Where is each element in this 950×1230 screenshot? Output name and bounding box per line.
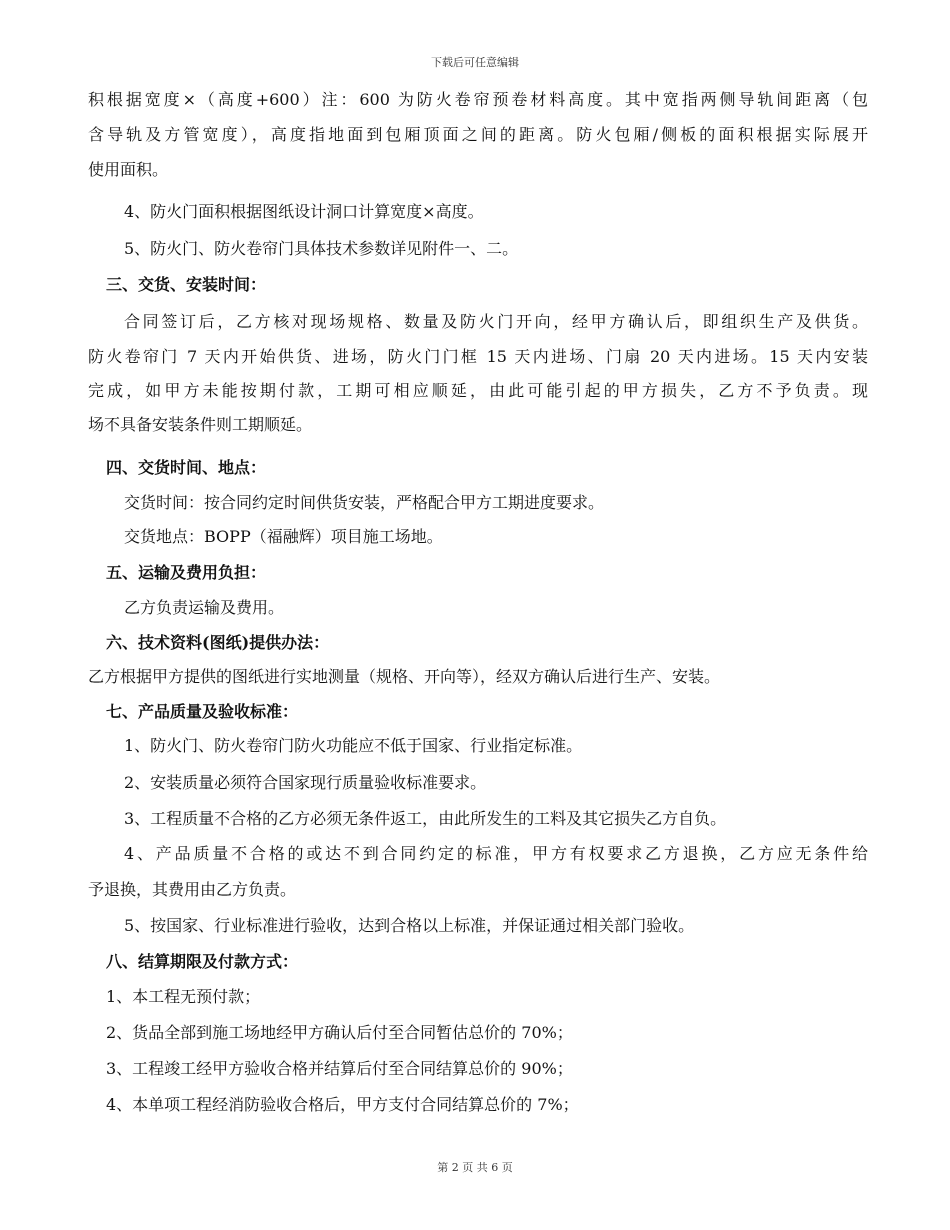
paragraph-line: 使用面积。 xyxy=(88,160,169,179)
list-item: 2、安装质量必须符合国家现行质量验收标准要求。 xyxy=(124,773,487,792)
list-item: 2、货品全部到施工场地经甲方确认后付至合同暂估总价的 70%； xyxy=(106,1023,573,1042)
paragraph-line: 场不具备安装条件则工期顺延。 xyxy=(88,415,313,434)
list-item: 1、防火门、防火卷帘门防火功能应不低于国家、行业指定标准。 xyxy=(124,736,583,755)
paragraph-line: 积根据宽度×（高度+600）注：600 为防火卷帘预卷材料高度。其中宽指两侧导轨间距离（包 xyxy=(88,90,868,109)
paragraph-line: 含导轨及方管宽度），高度指地面到包厢顶面之间的距离。防火包厢/侧板的面积根据实际展开 xyxy=(88,125,868,144)
list-item: 4、防火门面积根据图纸设计洞口计算宽度×高度。 xyxy=(124,202,484,221)
list-item: 5、按国家、行业标准进行验收，达到合格以上标准，并保证通过相关部门验收。 xyxy=(124,916,695,935)
section-heading: 七、产品质量及验收标准： xyxy=(106,702,299,721)
paragraph-line: 交货地点：BOPP（福融辉）项目施工场地。 xyxy=(124,527,443,546)
section-heading: 五、运输及费用负担： xyxy=(106,563,267,582)
section-heading: 三、交货、安装时间： xyxy=(106,275,267,294)
paragraph-line: 乙方负责运输及费用。 xyxy=(124,598,285,617)
page-header: 下载后可任意编辑 xyxy=(431,56,519,69)
paragraph-line: 乙方根据甲方提供的图纸进行实地测量（规格、开向等），经双方确认后进行生产、安装。 xyxy=(88,667,721,686)
list-item: 4、本单项工程经消防验收合格后，甲方支付合同结算总价的 7%； xyxy=(106,1095,579,1114)
paragraph-line: 合同签订后，乙方核对现场规格、数量及防火门开向，经甲方确认后，即组织生产及供货。 xyxy=(124,312,868,331)
paragraph-line: 防火卷帘门 7 天内开始供货、进场，防火门门框 15 天内进场、门扇 20 天内进场。15 天内安装 xyxy=(88,347,868,366)
list-item: 1、本工程无预付款； xyxy=(106,987,261,1006)
list-item: 3、工程质量不合格的乙方必须无条件返工，由此所发生的工料及其它损失乙方自负。 xyxy=(124,809,727,828)
list-item: 予退换，其费用由乙方负责。 xyxy=(88,880,297,899)
list-item: 4、产品质量不合格的或达不到合同约定的标准，甲方有权要求乙方退换，乙方应无条件给 xyxy=(124,844,868,863)
page-footer: 第 2 页 共 6 页 xyxy=(437,1161,513,1174)
section-heading: 四、交货时间、地点： xyxy=(106,458,267,477)
section-heading: 六、技术资料(图纸)提供办法： xyxy=(106,633,330,652)
paragraph-line: 交货时间：按合同约定时间供货安装，严格配合甲方工期进度要求。 xyxy=(124,493,605,512)
section-heading: 八、结算期限及付款方式： xyxy=(106,952,299,971)
paragraph-line: 完成，如甲方未能按期付款，工期可相应顺延，由此可能引起的甲方损失，乙方不予负责。现 xyxy=(88,381,868,400)
list-item: 5、防火门、防火卷帘门具体技术参数详见附件一、二。 xyxy=(124,239,519,258)
list-item: 3、工程竣工经甲方验收合格并结算后付至合同结算总价的 90%； xyxy=(106,1059,573,1078)
